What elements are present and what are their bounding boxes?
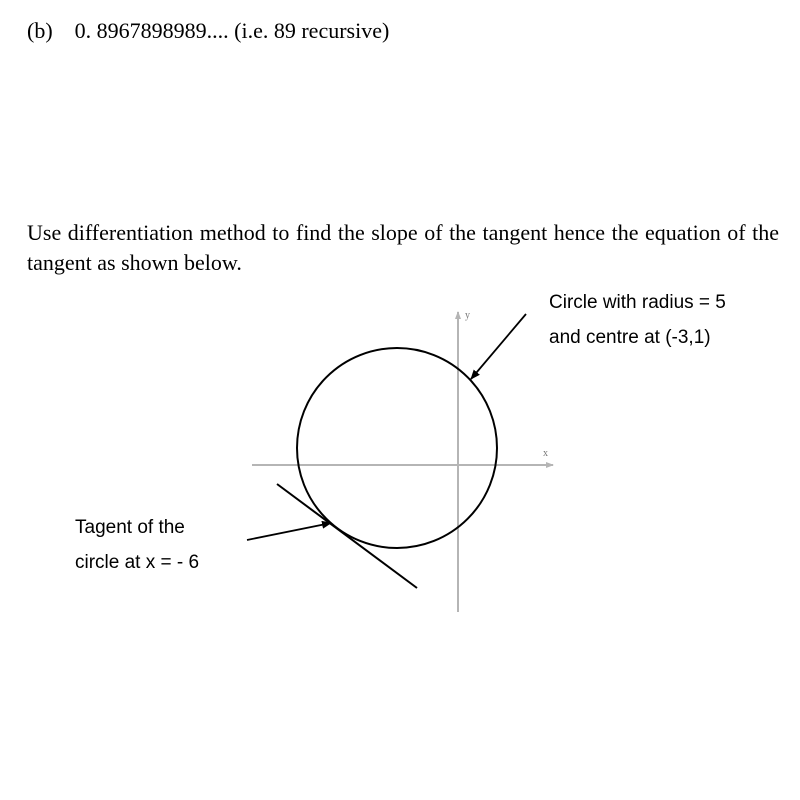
x-axis-label: x <box>543 448 548 459</box>
circle-callout-line2: and centre at (-3,1) <box>549 327 711 348</box>
question-text: Use differentiation method to find the slope of the tangent hence the equation of the tangent as shown below. <box>27 220 779 275</box>
tangent-callout-line2: circle at x = - 6 <box>75 552 200 573</box>
y-axis-label: y <box>465 310 470 321</box>
tangent-line <box>277 484 417 588</box>
part-b-label: (b) <box>27 18 53 43</box>
part-b-text: 0. 8967898989.... (i.e. 89 recursive) <box>74 18 390 43</box>
tangent-callout-line1: Tagent of the <box>75 517 185 538</box>
tangent-callout <box>75 510 199 580</box>
circle-callout-arrow <box>471 314 526 379</box>
circle-callout-line1: Circle with radius = 5 <box>549 292 726 313</box>
circle-callout <box>549 285 726 355</box>
tangent-callout-arrow <box>247 523 331 540</box>
circle <box>297 348 497 548</box>
